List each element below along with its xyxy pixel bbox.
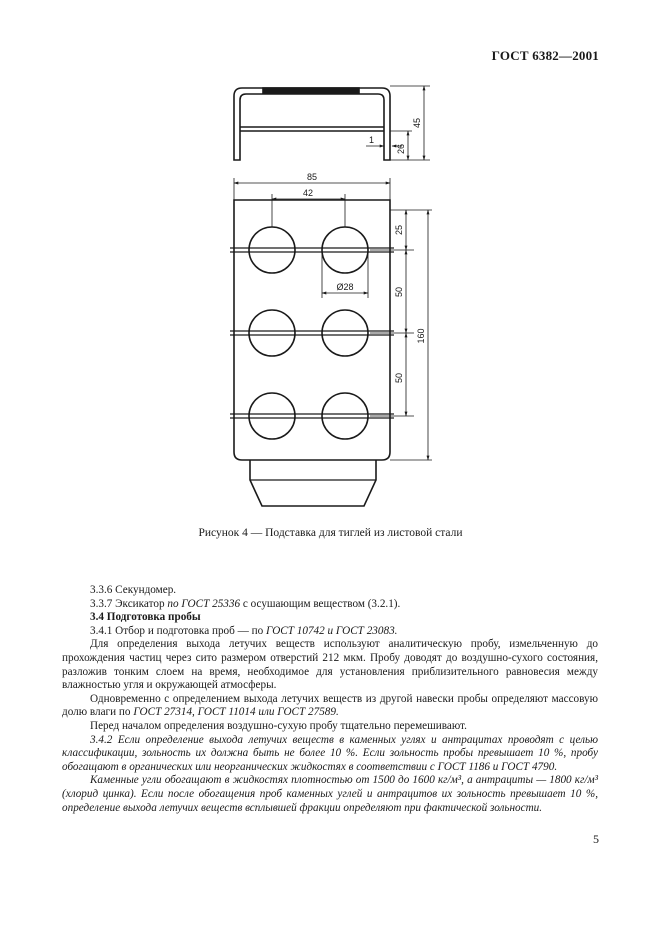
figure-caption: Рисунок 4 — Подставка для тиглей из листовой стали [198,527,463,539]
side-view-outline [234,88,390,160]
item-3-3-7: 3.3.7 Эксикатор по ГОСТ 25336 с осушающим веществом (3.2.1). [90,597,401,610]
dim-26: 26 [396,143,406,155]
paragraph-enrichment: Каменные угли обогащают в жидкостях плотностью от 1500 до 1600 кг/м³, а антрациты — 1800 кг/м³ (хлорид цинка). Если после обогащения проб каменных углей и антрацитов их зольность превышает 10 %, определение выхода летучих веществ всплывшей фракции определяют при фактической зольности. [62,774,598,814]
document-header: ГОСТ 6382—2001 [491,48,599,63]
paragraph-mixing: Перед началом определения воздушно-сухую пробу тщательно перемешивают. [90,719,467,732]
dim-50-lower: 50 [394,372,404,384]
item-3-4-2: 3.4.2 Если определение выхода летучих веществ в каменных углях и антрацитах проводят с целью классификации, зольность их должна быть не более 10 %. Если зольность пробы превышает 10 %, пробу обогащают в органических или неорганических жидкостях в соответствии с ГОСТ 1186 и ГОСТ 4790. [62,733,598,773]
body-text [62,584,598,815]
dim-42: 42 [302,188,314,198]
dim-diameter-28: Ø28 [336,282,354,292]
page-number: 5 [593,832,599,846]
section-3-4-heading: 3.4 Подготовка пробы [90,611,201,624]
item-3-4-1: 3.4.1 Отбор и подготовка проб — по ГОСТ 10742 и ГОСТ 23083. [90,624,398,637]
dim-1: 1 [369,135,375,145]
item-3-3-6: 3.3.6 Секундомер. [90,584,177,596]
dim-50-upper: 50 [394,286,404,298]
plate-handle [250,460,376,506]
paragraph-moisture: Одновременно с определением выхода летучих веществ из другой навески пробы определяют массовую долю влаги по ГОСТ 27314, ГОСТ 11014 или ГОСТ 27589. [62,692,598,719]
dim-45: 45 [412,117,422,129]
paragraph-sample-prep: Для определения выхода летучих веществ используют аналитическую пробу, измельченную до прохождения частиц через сито размером отверстий 212 мкм. Пробу доводят до воздушно-сухого состояния, разложив тонким слоем на время, необходимое для установления приблизительного равновесия между влажностью угля и окружающей атмосферы. [62,638,598,692]
plate-outline [234,200,390,460]
dim-25: 25 [394,224,404,236]
dim-85: 85 [306,172,318,182]
dim-160: 160 [416,328,426,344]
